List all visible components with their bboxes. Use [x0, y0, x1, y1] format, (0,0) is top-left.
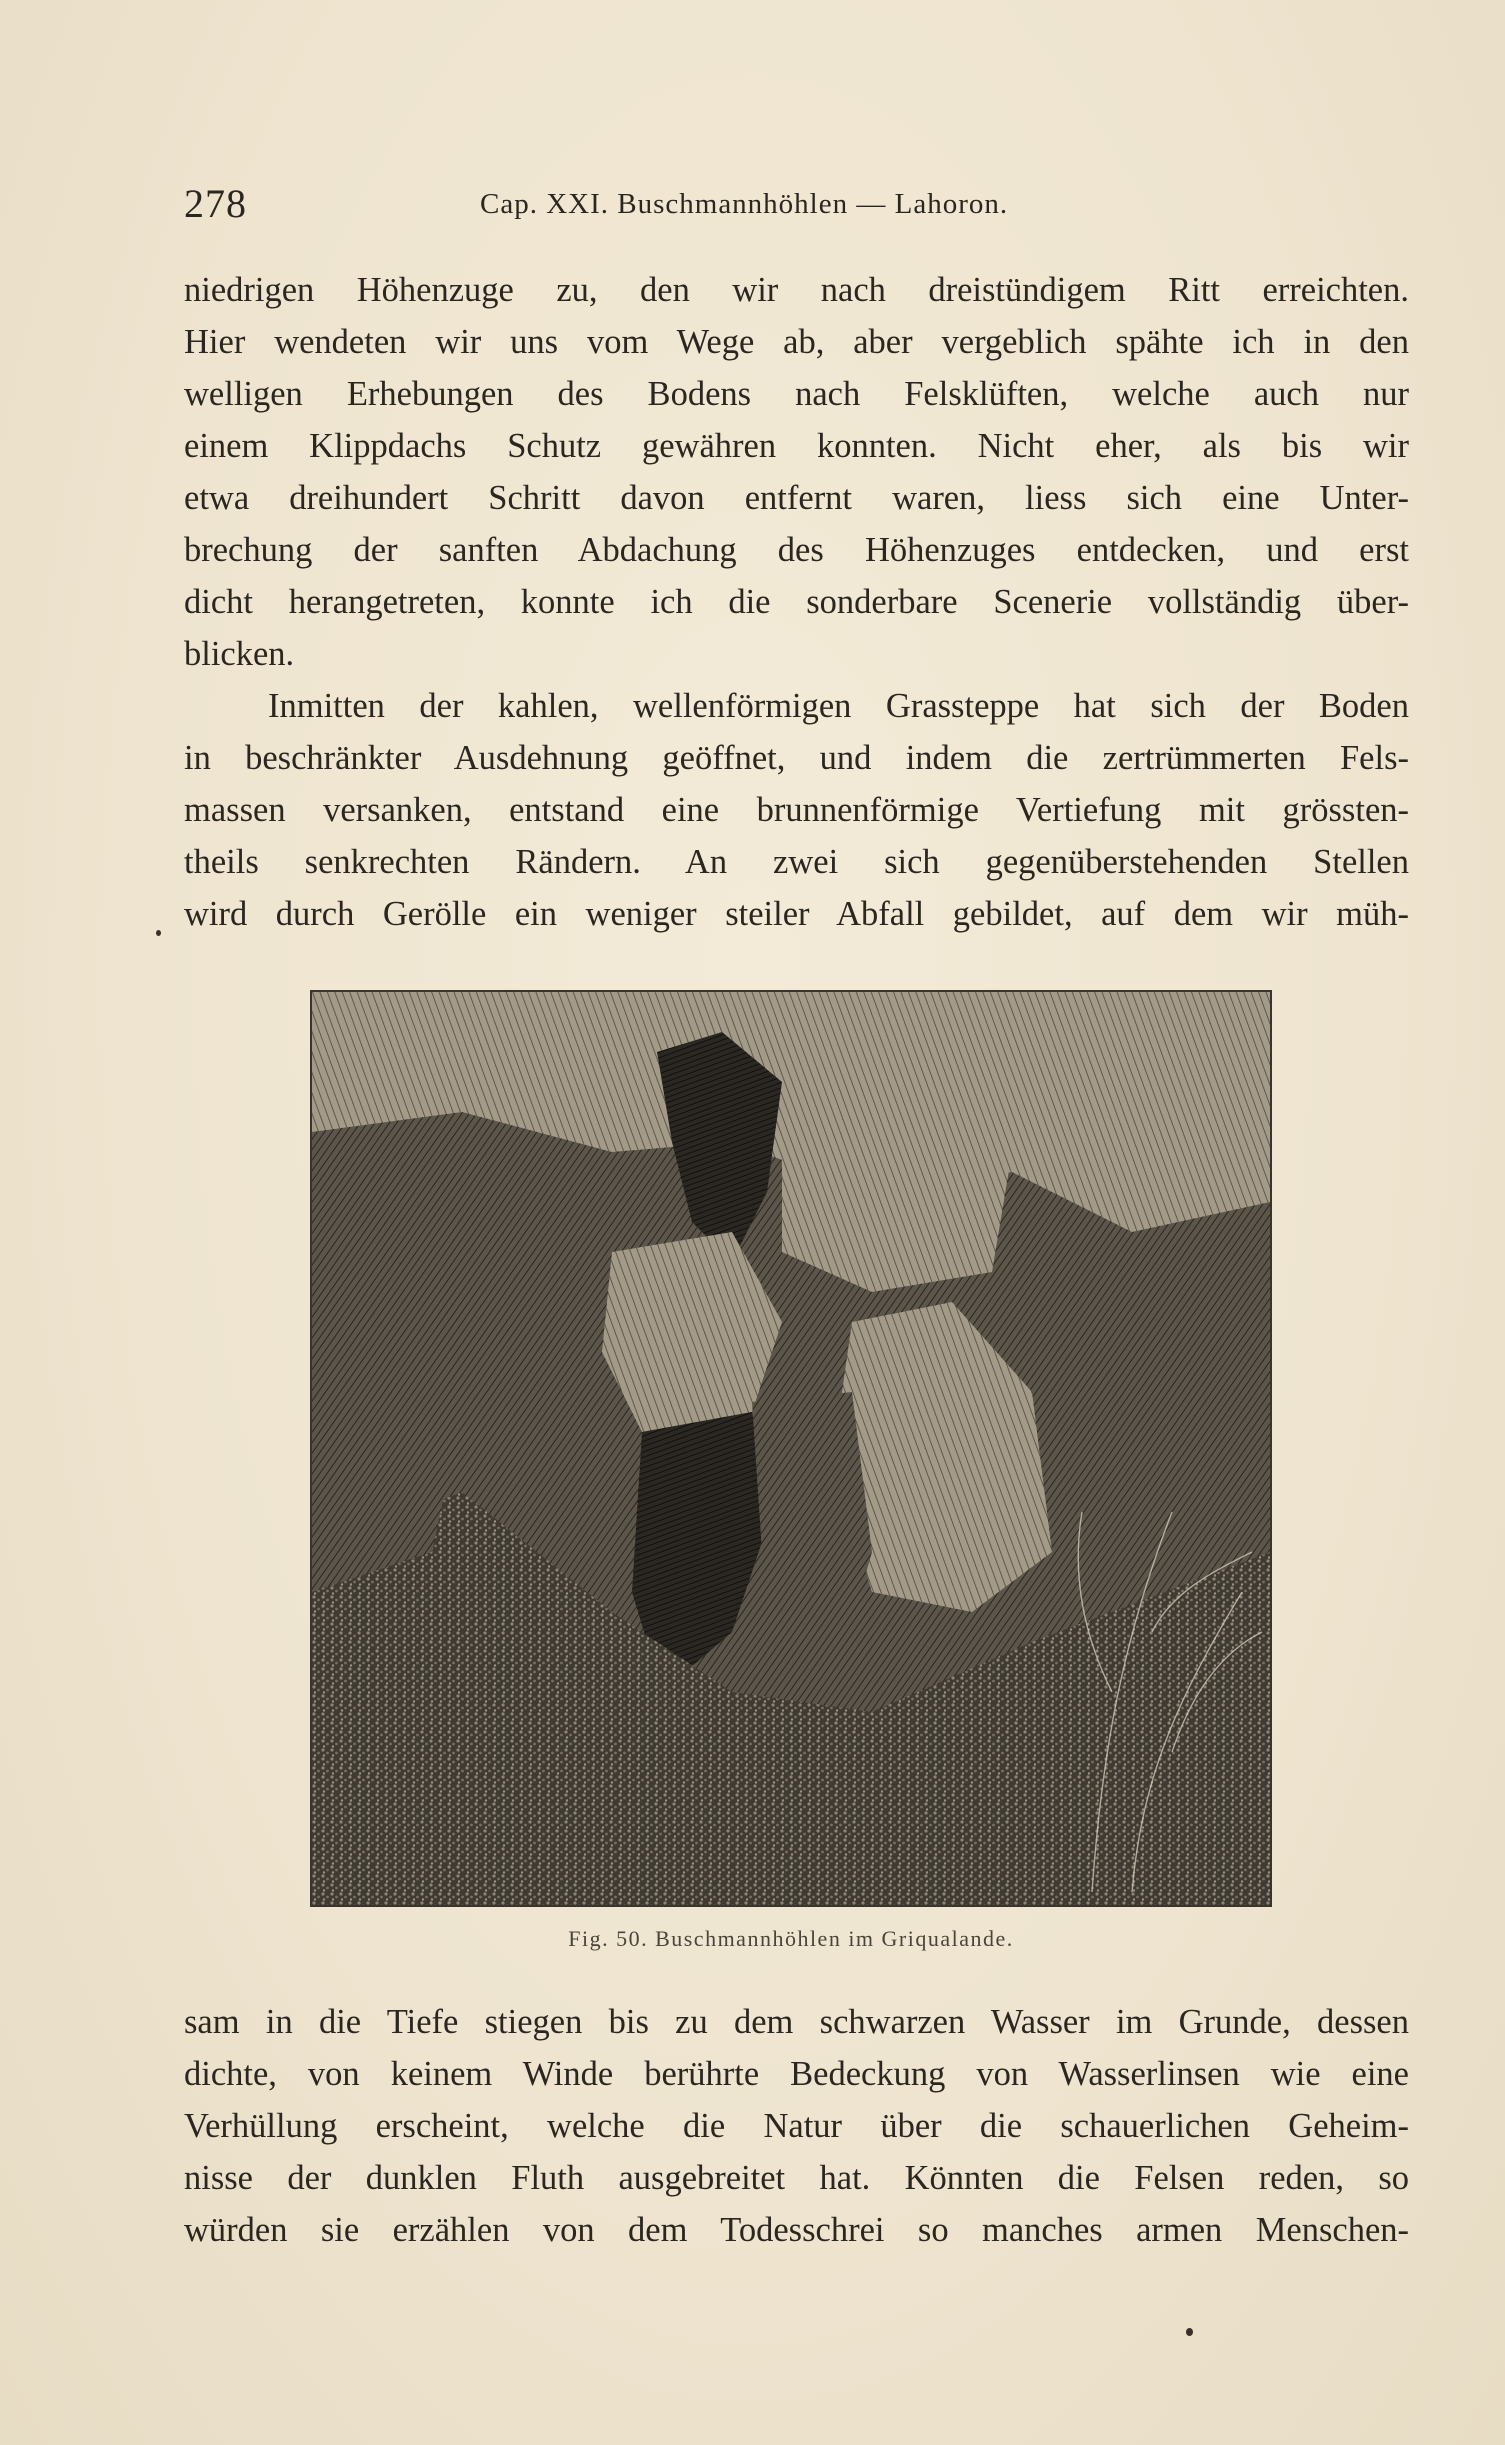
text-line: welligen Erhebungen des Bodens nach Felsklüften, welche auch nur — [184, 375, 1409, 413]
figure-caption: Fig. 50. Buschmannhöhlen im Griqualande. — [568, 1926, 1014, 1951]
text-line: etwa dreihundert Schritt davon entfernt waren, liess sich eine Unter- — [184, 479, 1409, 517]
text-line: wird durch Gerölle ein weniger steiler Abfall gebildet, auf dem wir müh- — [184, 895, 1409, 933]
ink-speck — [156, 930, 161, 936]
text-line: sam in die Tiefe stiegen bis zu dem schwarzen Wasser im Grunde, dessen — [184, 2003, 1409, 2041]
text-line: Hier wendeten wir uns vom Wege ab, aber vergeblich spähte ich in den — [184, 323, 1409, 361]
text-line: Verhüllung erscheint, welche die Natur über die schauerlichen Geheim- — [184, 2107, 1409, 2145]
running-head: Cap. XXI. Buschmannhöhlen — Lahoron. — [480, 188, 1009, 220]
cave-engraving-figure — [310, 990, 1272, 1907]
page-header — [184, 180, 1409, 230]
text-line: einem Klippdachs Schutz gewähren konnten. Nicht eher, als bis wir — [184, 427, 1409, 465]
text-line: blicken. — [184, 635, 295, 673]
body-text-bottom — [184, 1996, 1409, 2256]
text-line: niedrigen Höhenzuge zu, den wir nach dreistündigem Ritt erreichten. — [184, 271, 1409, 309]
engraving-illustration — [312, 992, 1270, 1905]
text-line: brechung der sanften Abdachung des Höhenzuges entdecken, und erst — [184, 531, 1409, 569]
ink-speck — [1186, 2328, 1193, 2336]
text-line: dicht herangetreten, konnte ich die sonderbare Scenerie vollständig über- — [184, 583, 1409, 621]
page-number: 278 — [184, 181, 247, 226]
text-line: nisse der dunklen Fluth ausgebreitet hat. Könnten die Felsen reden, so — [184, 2159, 1409, 2197]
text-line: dichte, von keinem Winde berührte Bedeckung von Wasserlinsen wie eine — [184, 2055, 1409, 2093]
text-line: massen versanken, entstand eine brunnenförmige Vertiefung mit grössten- — [184, 791, 1409, 829]
text-line: Inmitten der kahlen, wellenförmigen Grassteppe hat sich der Boden — [268, 687, 1409, 725]
body-text-top — [184, 264, 1409, 940]
text-line: theils senkrechten Rändern. An zwei sich gegenüberstehenden Stellen — [184, 843, 1409, 881]
text-line: würden sie erzählen von dem Todesschrei so manches armen Menschen- — [184, 2211, 1409, 2249]
text-line: in beschränkter Ausdehnung geöffnet, und indem die zertrümmerten Fels- — [184, 739, 1409, 777]
